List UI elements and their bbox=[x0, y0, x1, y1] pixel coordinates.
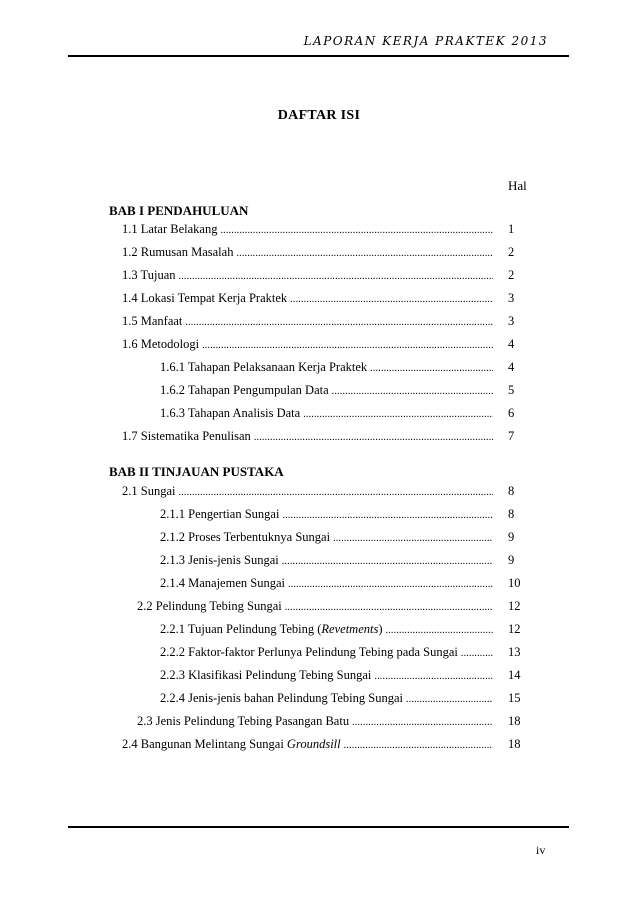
chapter-heading: BAB I PENDAHULUAN bbox=[109, 203, 249, 218]
toc-entry bbox=[160, 691, 496, 709]
toc-entry bbox=[160, 668, 496, 686]
page-number: iv bbox=[536, 843, 546, 857]
toc-entry-label: 2.2.3 Klasifikasi Pelindung Tebing Sungai bbox=[160, 668, 372, 682]
toc-entry-page: 12 bbox=[508, 599, 521, 613]
toc-entry bbox=[137, 599, 496, 617]
toc-entry bbox=[160, 383, 496, 401]
toc-entry-label: 1.3 Tujuan bbox=[122, 268, 176, 282]
toc-entry-page: 12 bbox=[508, 622, 521, 636]
header-rule bbox=[68, 55, 569, 57]
toc-entry-label: 2.1.2 Proses Terbentuknya Sungai bbox=[160, 530, 331, 544]
toc-entry-page: 13 bbox=[508, 645, 521, 659]
toc-entry-label: 2.2.4 Jenis-jenis bahan Pelindung Tebing Sungai bbox=[160, 691, 403, 705]
dot-leader bbox=[406, 691, 493, 709]
toc-entry-page: 15 bbox=[508, 691, 521, 705]
running-header: LAPORAN KERJA PRAKTEK 2013 bbox=[303, 34, 548, 48]
dot-leader bbox=[374, 668, 493, 686]
toc-entry-page: 3 bbox=[508, 314, 515, 328]
toc-entry-italic: Groundsill bbox=[286, 737, 341, 751]
toc-entry bbox=[160, 622, 496, 640]
dot-leader bbox=[332, 383, 493, 401]
dot-leader bbox=[179, 268, 494, 286]
dot-leader bbox=[254, 429, 493, 447]
toc-entry-label: 2.2 Pelindung Tebing Sungai bbox=[137, 599, 282, 613]
toc-entry bbox=[160, 576, 496, 594]
toc-entry bbox=[160, 645, 496, 663]
dot-leader bbox=[282, 507, 493, 525]
dot-leader bbox=[285, 599, 493, 617]
toc-entry-label: 1.6.1 Tahapan Pelaksanaan Kerja Praktek bbox=[160, 360, 368, 374]
toc-entry bbox=[122, 337, 496, 355]
toc-entry-label: 2.4 Bangunan Melintang Sungai Groundsill bbox=[122, 737, 341, 751]
toc-entry bbox=[122, 291, 496, 309]
toc-entry bbox=[122, 484, 496, 502]
dot-leader bbox=[352, 714, 493, 732]
toc-entry-label: 2.1 Sungai bbox=[122, 484, 176, 498]
toc-entry-page: 8 bbox=[508, 484, 515, 498]
page-title: DAFTAR ISI bbox=[277, 108, 361, 123]
toc-entry-label: 1.4 Lokasi Tempat Kerja Praktek bbox=[122, 291, 288, 305]
page-column-label: Hal bbox=[508, 178, 527, 193]
toc-entry bbox=[122, 429, 496, 447]
toc-entry bbox=[122, 314, 496, 332]
dot-leader bbox=[288, 576, 493, 594]
toc-entry bbox=[160, 530, 496, 548]
dot-leader bbox=[178, 484, 493, 502]
toc-entry-page: 4 bbox=[508, 337, 515, 351]
toc-entry-page: 8 bbox=[508, 507, 515, 521]
toc-entry-italic: Revetments bbox=[321, 622, 379, 636]
toc-entry-label: 1.6 Metodologi bbox=[122, 337, 200, 351]
dot-leader bbox=[282, 553, 493, 571]
toc-entry bbox=[137, 714, 496, 732]
toc-entry-label: 1.7 Sistematika Penulisan bbox=[122, 429, 251, 443]
dot-leader bbox=[370, 360, 493, 378]
toc-entry-label: 2.1.3 Jenis-jenis Sungai bbox=[160, 553, 279, 567]
toc-entry-page: 5 bbox=[508, 383, 515, 397]
toc-entry-label: 1.6.2 Tahapan Pengumpulan Data bbox=[160, 383, 329, 397]
toc-entry-page: 18 bbox=[508, 737, 521, 751]
dot-leader bbox=[236, 245, 493, 263]
toc-entry-page: 9 bbox=[508, 553, 515, 567]
toc-entry bbox=[160, 406, 496, 424]
toc-entry-page: 2 bbox=[508, 245, 515, 259]
toc-entry-page: 1 bbox=[508, 222, 515, 236]
toc-entry-label: 2.3 Jenis Pelindung Tebing Pasangan Batu bbox=[137, 714, 350, 728]
toc-entry bbox=[160, 553, 496, 571]
toc-entry bbox=[122, 737, 496, 755]
toc-entry bbox=[122, 268, 496, 286]
dot-leader bbox=[386, 622, 493, 640]
toc-entry bbox=[160, 507, 496, 525]
toc-entry-label: 1.2 Rumusan Masalah bbox=[122, 245, 234, 259]
toc-entry-page: 10 bbox=[508, 576, 521, 590]
dot-leader bbox=[220, 222, 493, 240]
toc-entry-page: 9 bbox=[508, 530, 515, 544]
toc-entry-page: 4 bbox=[508, 360, 515, 374]
toc-entry-label: 1.6.3 Tahapan Analisis Data bbox=[160, 406, 301, 420]
dot-leader bbox=[344, 737, 493, 755]
toc-entry-label: 2.1.1 Pengertian Sungai bbox=[160, 507, 280, 521]
toc-entry-label: 1.1 Latar Belakang bbox=[122, 222, 218, 236]
toc-entry bbox=[122, 222, 496, 240]
toc-entry-label: 2.1.4 Manajemen Sungai bbox=[160, 576, 285, 590]
dot-leader bbox=[333, 530, 493, 548]
toc-entry-page: 14 bbox=[508, 668, 521, 682]
toc-entry-page: 6 bbox=[508, 406, 515, 420]
toc-entry bbox=[122, 245, 496, 263]
toc-entry-label: 2.2.1 Tujuan Pelindung Tebing (Revetments) bbox=[160, 622, 383, 636]
toc-entry-label: 1.5 Manfaat bbox=[122, 314, 183, 328]
toc-entry-label: 2.2.2 Faktor-faktor Perlunya Pelindung Tebing pada Sungai bbox=[160, 645, 458, 659]
chapter-heading: BAB II TINJAUAN PUSTAKA bbox=[109, 464, 284, 479]
footer-rule bbox=[68, 826, 569, 828]
dot-leader bbox=[202, 337, 493, 355]
toc-entry-page: 2 bbox=[508, 268, 515, 282]
dot-leader bbox=[303, 406, 493, 424]
toc-entry-page: 18 bbox=[508, 714, 521, 728]
dot-leader bbox=[290, 291, 493, 309]
dot-leader bbox=[461, 645, 493, 663]
toc-entry-page: 7 bbox=[508, 429, 515, 443]
toc-entry-page: 3 bbox=[508, 291, 515, 305]
toc-entry bbox=[160, 360, 496, 378]
dot-leader bbox=[185, 314, 493, 332]
